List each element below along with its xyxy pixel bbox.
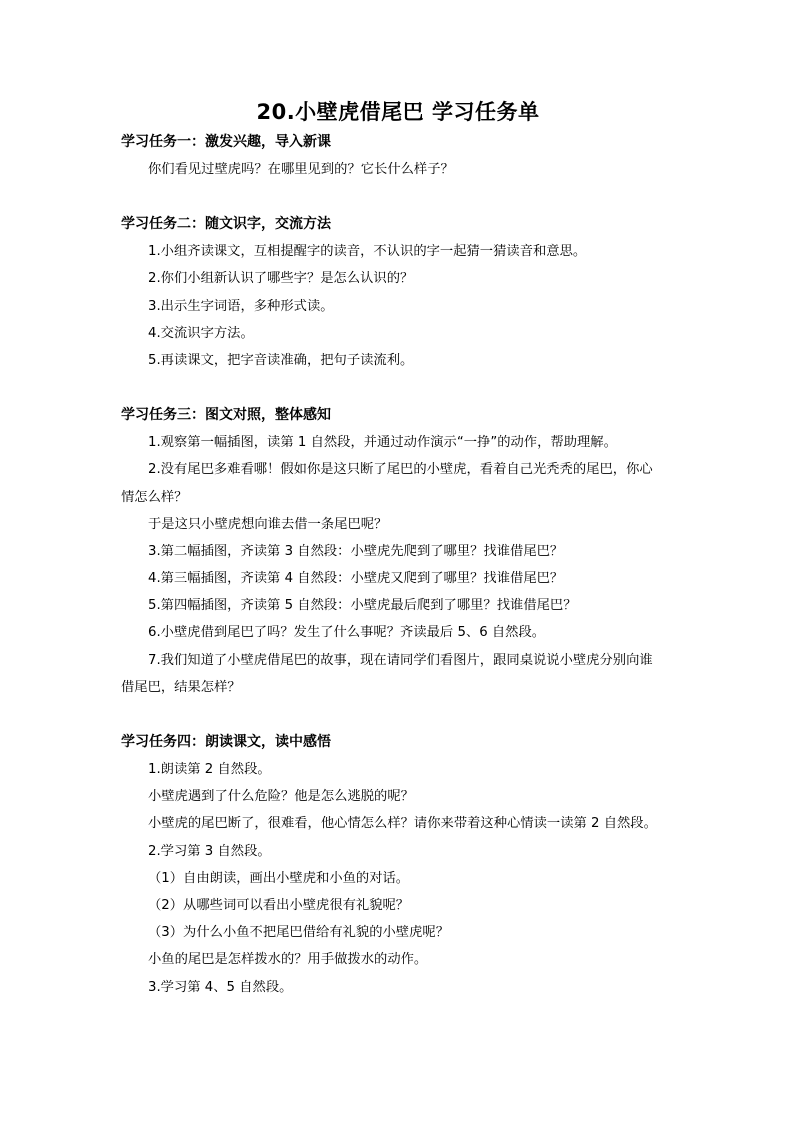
paragraph-line: （2）从哪些词可以看出小壁虎很有礼貌呢？ (148, 897, 410, 913)
document-content (121, 96, 675, 1001)
paragraph-line: 小壁虎遇到了什么危险？他是怎么逃脱的呢？ (148, 789, 414, 805)
paragraph-line: 1.小组齐读课文，互相提醒字的读音，不认识的字一起猜一猜读音和意思。 (148, 244, 587, 260)
paragraph-line: （1）自由朗读，画出小壁虎和小鱼的对话。 (148, 870, 410, 886)
section-spacer (121, 374, 675, 401)
paragraph-line: 4.交流识字方法。 (148, 325, 254, 341)
paragraph-line: 3.学习第 4、5 自然段。 (148, 979, 293, 995)
paragraph-line-continuation: 情怎么样？ (121, 489, 188, 505)
paragraph-line: 2.你们小组新认识了哪些字？是怎么认识的？ (148, 271, 414, 287)
paragraph-line: 6.小壁虎借到尾巴了吗？发生了什么事呢？齐读最后 5、6 自然段。 (148, 625, 546, 641)
paragraph-line: 1.观察第一幅插图，读第 1 自然段，并通过动作演示“一挣”的动作，帮助理解。 (148, 435, 617, 451)
paragraph-line-continuation: 借尾巴，结果怎样？ (121, 679, 241, 695)
paragraph-line: 小鱼的尾巴是怎样拨水的？用手做拨水的动作。 (148, 952, 428, 968)
section-heading-4: 学习任务四：朗读课文，读中感悟 (121, 734, 331, 750)
section-heading-2: 学习任务二：随文识字，交流方法 (121, 216, 331, 233)
paragraph-line: 5.再读课文，把字音读准确，把句子读流利。 (148, 352, 414, 368)
paragraph-line: 小壁虎的尾巴断了，很难看，他心情怎么样？请你来带着这种心情读一读第 2 自然段。 (148, 816, 657, 832)
paragraph-line: 5.第四幅插图，齐读第 5 自然段：小壁虎最后爬到了哪里？找谁借尾巴？ (148, 598, 577, 614)
paragraph-line: 你们看见过壁虎吗？在哪里见到的？它长什么样子？ (148, 162, 454, 177)
paragraph-line: 3.出示生字词语，多种形式读。 (148, 298, 334, 314)
paragraph-line: 7.我们知道了小壁虎借尾巴的故事，现在请同学们看图片，跟同桌说说小壁虎分别向谁 (148, 652, 653, 668)
paragraph-line: 于是这只小壁虎想向谁去借一条尾巴呢？ (148, 516, 388, 532)
paragraph-line: （3）为什么小鱼不把尾巴借给有礼貌的小壁虎呢？ (148, 925, 449, 941)
paragraph-line: 3.第二幅插图，齐读第 3 自然段：小壁虎先爬到了哪里？找谁借尾巴？ (148, 543, 564, 559)
paragraph-line: 4.第三幅插图，齐读第 4 自然段：小壁虎又爬到了哪里？找谁借尾巴？ (148, 571, 564, 587)
paragraph-line: 2.没有尾巴多难看哪！假如你是这只断了尾巴的小壁虎，看着自己光秃秃的尾巴，你心 (148, 462, 653, 478)
page-title: 20.小壁虎借尾巴 学习任务单 (256, 100, 540, 124)
section-heading-1: 学习任务一：激发兴趣，导入新课 (121, 134, 331, 150)
section-spacer (121, 183, 675, 210)
paragraph-line: 1.朗读第 2 自然段。 (148, 762, 271, 777)
paragraph-line: 2.学习第 3 自然段。 (148, 843, 271, 859)
section-heading-3: 学习任务三：图文对照，整体感知 (121, 407, 331, 424)
section-spacer (121, 701, 675, 728)
